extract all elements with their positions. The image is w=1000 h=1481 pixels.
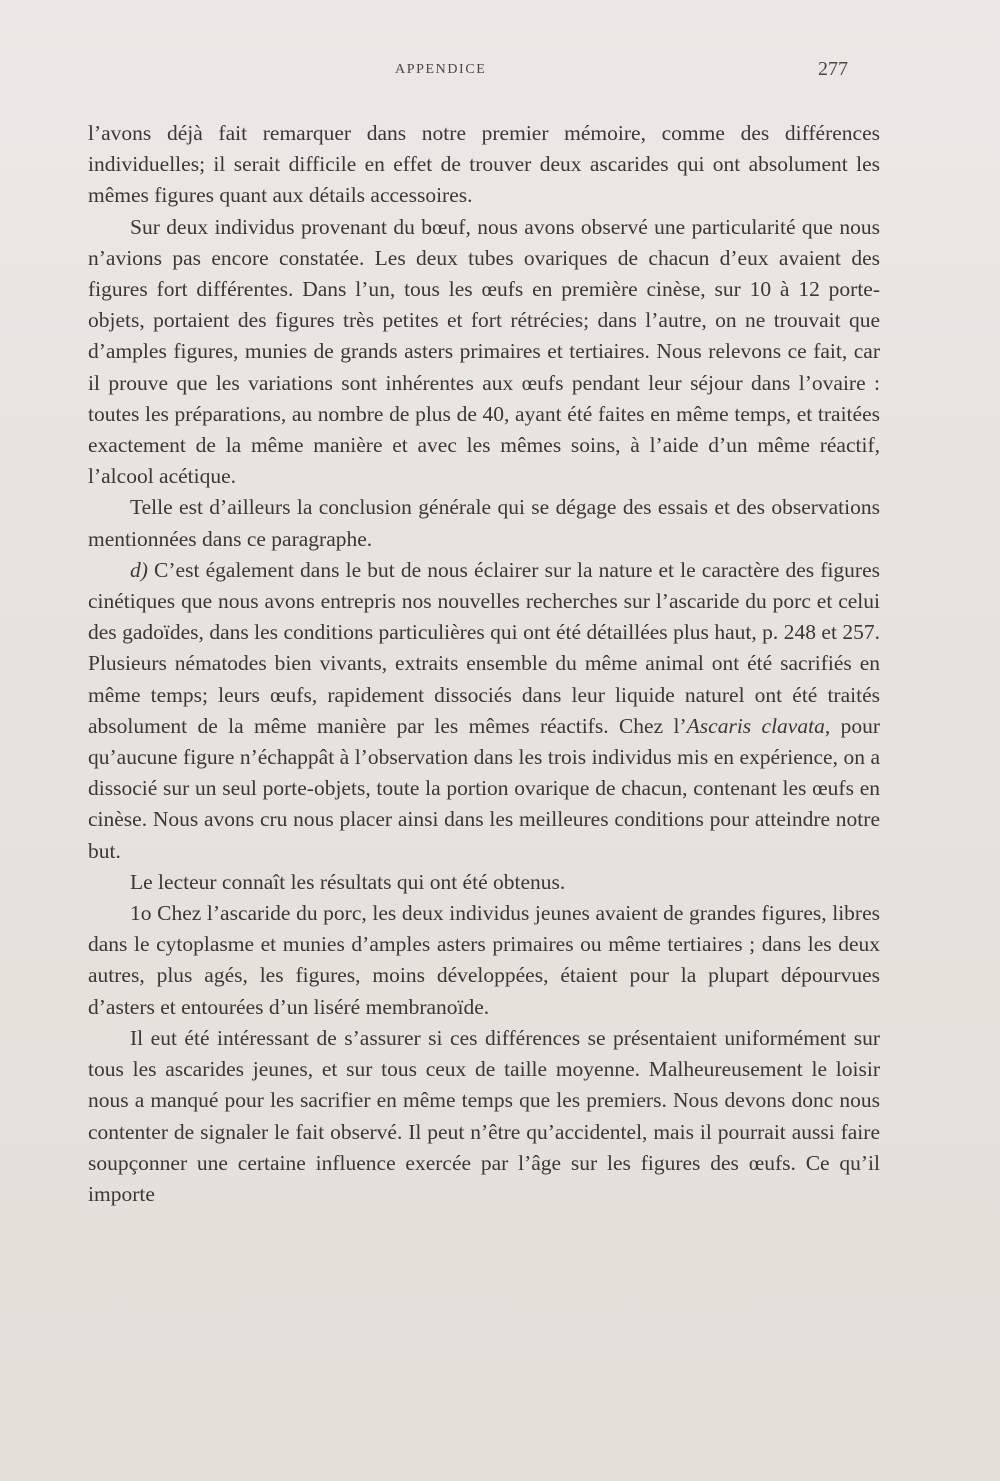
page-number: 277: [818, 58, 848, 80]
paragraph-d-label: d): [130, 557, 148, 582]
body-text: [88, 118, 880, 1210]
paragraph-results-intro: Le lecteur connaît les résultats qui ont été obtenus.: [130, 869, 566, 894]
paragraph-d: [88, 555, 880, 867]
paragraph-conclusion: Telle est d’ailleurs la conclusion générale qui se dégage des essais et des observations mentionnées dans ce paragraphe.: [88, 495, 880, 551]
paragraph-boeuf-observation: Sur deux individus provenant du bœuf, nous avons observé une particularité que nous n’avions pas encore constatée. Les deux tubes ovariques de chacun d’eux avaient des figures fort différentes. Dans l’un, tous les œufs en première cinèse, sur 10 à 12 porte-objets, portaient des figures très petites et fort rétrécies; dans l’autre, on ne trouvait que d’amples figures, munies de grands asters primaires et tertiaires. Nous relevons ce fait, car il prouve que les variations sont inhérentes aux œufs pendant leur séjour dans l’ovaire : toutes les préparations, au nombre de plus de 40, ayant été faites en même temps, et traitées exactement de la même manière et avec les mêmes soins, à l’aide d’un même réactif, l’alcool acétique.: [88, 214, 880, 489]
paragraph-d-text-after: , pour qu’aucune figure n’échappât à l’observation dans les trois individus mis en expérience, on a dissocié sur un seul porte-objets, toute la portion ovarique de chacun, contenant les œufs en cinèse. Nous avons cru nous placer ainsi dans les meilleures conditions pour atteindre notre but.: [88, 713, 880, 863]
running-head: APPENDICE: [395, 62, 487, 77]
paragraph-uniformity: Il eut été intéressant de s’assurer si ces différences se présentaient uniformément sur tous les ascarides jeunes, et sur tous ceux de taille moyenne. Malheureusement le loisir nous a manqué pour les sacrifier en même temps que les premiers. Nous devons donc nous contenter de signaler le fait observé. Il peut n’être qu’accidentel, mais il pourrait aussi faire soupçonner une certaine influence exercée par l’âge sur les figures des œufs. Ce qu’il importe: [88, 1025, 880, 1206]
paragraph-d-text: C’est également dans le but de nous éclairer sur la nature et le caractère des figures cinétiques que nous avons entrepris nos nouvelles recherches sur l’ascaride du porc et celui des gadoïdes, dans les conditions particulières qui ont été détaillées plus haut, p. 248 et 257. Plusieurs nématodes bien vivants, extraits ensemble du même animal ont été sacrifiés en même temps; leurs œufs, rapidement dissociés dans leur liquide naturel ont été traités absolument de la même manière par les mêmes réactifs. Chez l’: [88, 557, 880, 738]
paragraph-continuation: l’avons déjà fait remarquer dans notre premier mémoire, comme des différences individuelles; il serait difficile en effet de trouver deux ascarides qui ont absolument les mêmes figures quant aux détails accessoires.: [88, 121, 880, 208]
species-name: Ascaris clavata: [686, 713, 825, 738]
paragraph-point-1: 1o Chez l’ascaride du porc, les deux individus jeunes avaient de grandes figures, libres dans le cytoplasme et munies d’amples asters primaires ou même tertiaires ; dans les deux autres, plus agés, les figures, moins développées, étaient pour la plupart dépourvues d’asters et entourées d’un liséré membranoïde.: [88, 901, 880, 1019]
